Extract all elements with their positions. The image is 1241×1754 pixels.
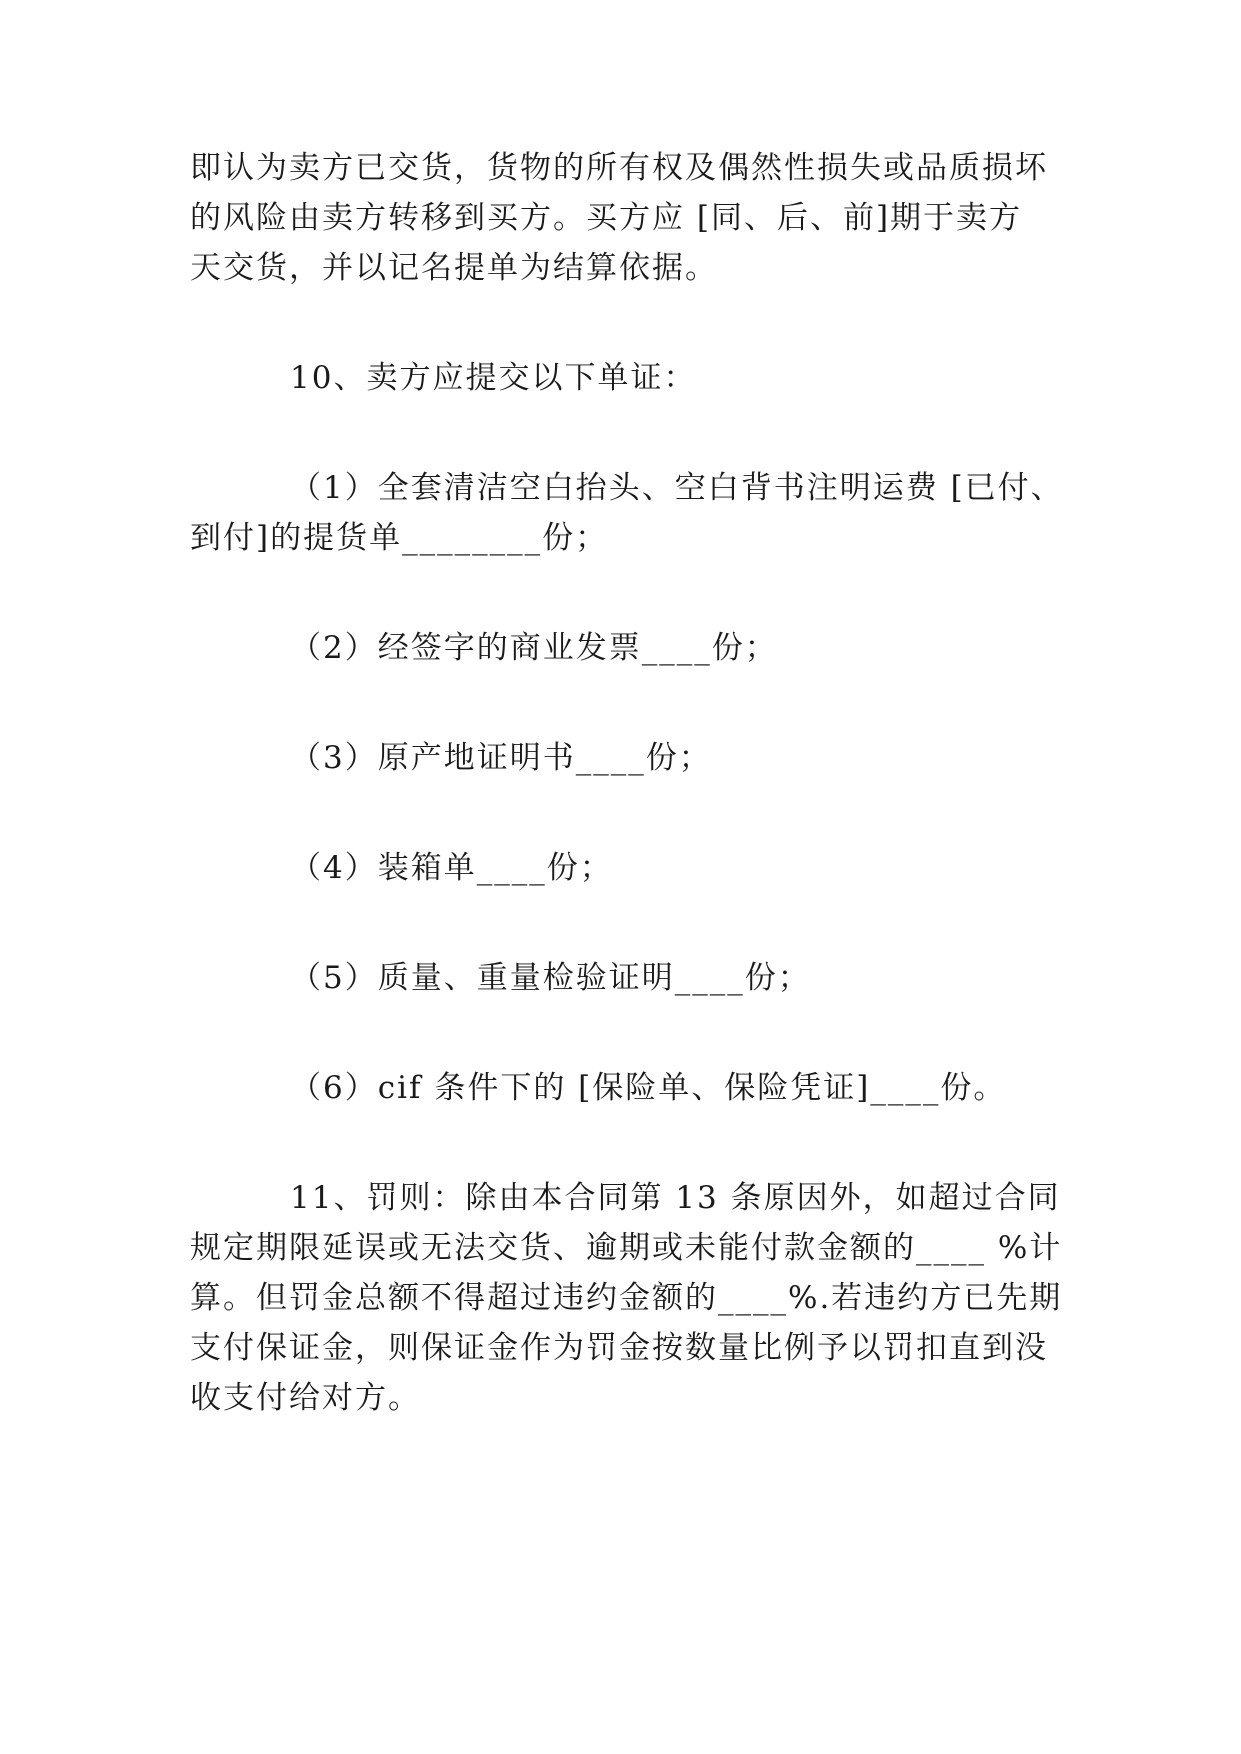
- clause10-heading: 10、卖方应提交以下单证：: [290, 360, 697, 396]
- clause11-line-4: 支付保证金，则保证金作为罚金按数量比例予以罚扣直到没: [190, 1330, 1048, 1366]
- clause10-item-2: （2）经签字的商业发票____份；: [290, 630, 778, 666]
- clause9-line-3: 天交货，并以记名提单为结算依据。: [190, 250, 718, 286]
- clause11-line-3: 算。但罚金总额不得超过违约金额的____%.若违约方已先期: [190, 1280, 1063, 1316]
- clause11-line-5: 收支付给对方。: [190, 1380, 421, 1416]
- clause11-line-1: 11、罚则：除由本合同第 13 条原因外，如超过合同: [290, 1180, 1061, 1216]
- clause9-line-2: 的风险由卖方转移到买方。买方应 [同、后、前]期于卖方: [190, 200, 1023, 236]
- clause10-item-6: （6）cif 条件下的 [保险单、保险凭证]____份。: [290, 1070, 1007, 1106]
- clause11-line-2: 规定期限延误或无法交货、逾期或未能付款金额的____ %计: [190, 1230, 1063, 1266]
- clause10-item-5: （5）质量、重量检验证明____份；: [290, 960, 811, 996]
- clause10-item-4: （4）装箱单____份；: [290, 850, 613, 886]
- clause9-line-1: 即认为卖方已交货，货物的所有权及偶然性损失或品质损坏: [190, 150, 1048, 186]
- clause10-item-1-line-1: （1）全套清洁空白抬头、空白背书注明运费 [已付、: [290, 470, 1064, 506]
- clause10-item-3: （3）原产地证明书____份；: [290, 740, 712, 776]
- clause10-item-1-line-2: 到付]的提货单________份；: [190, 520, 609, 556]
